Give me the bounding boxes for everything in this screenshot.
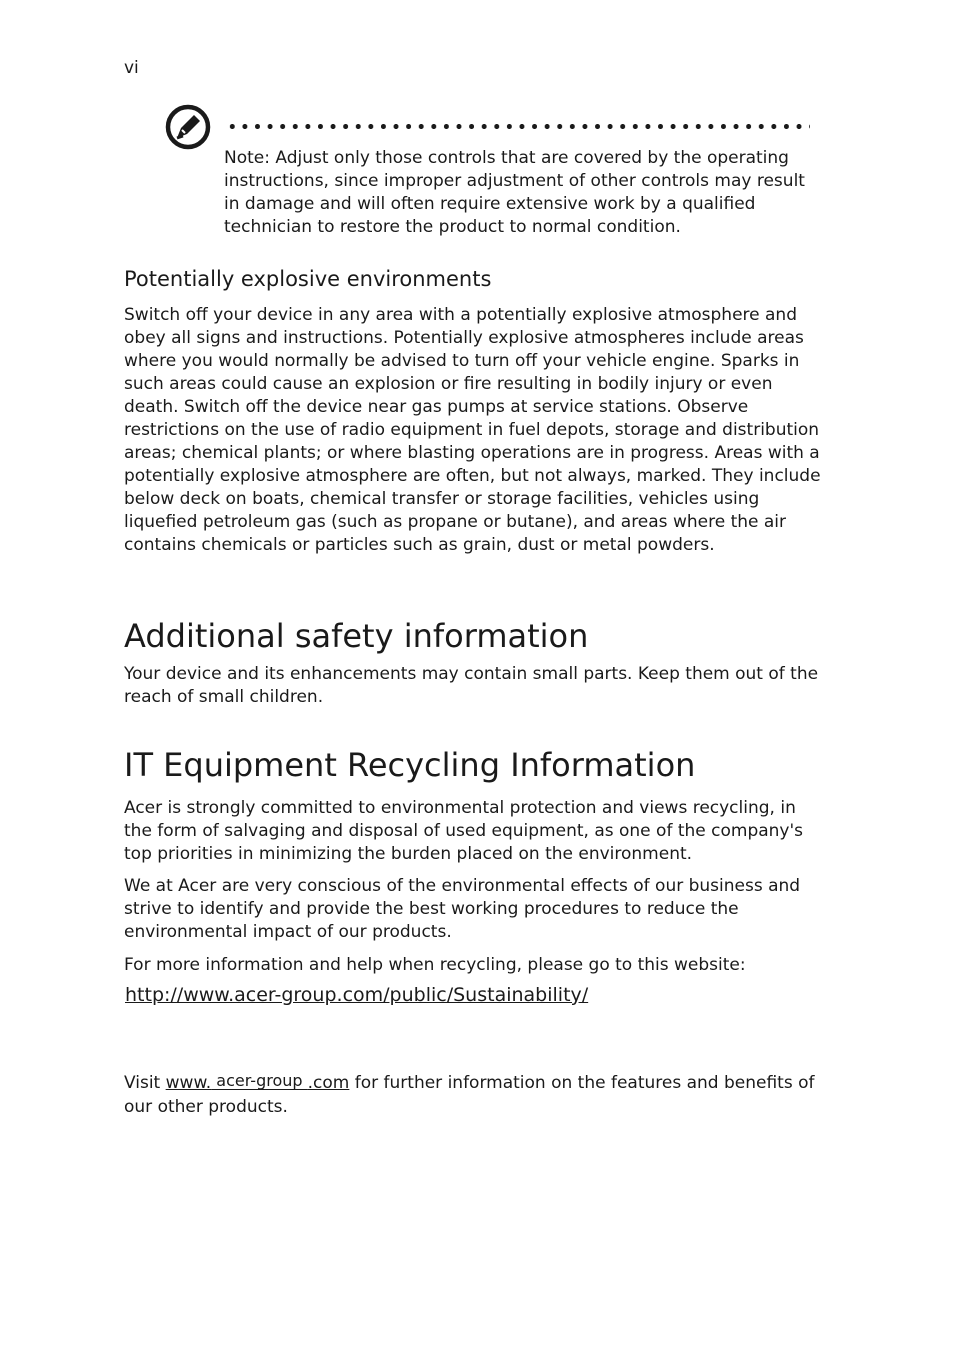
additional-heading: Additional safety information — [124, 617, 589, 655]
explosive-body: Switch off your device in any area with a potentially explosive atmosphere and obey all signs and instructions. Potentially explosive atmospheres include areas where you would normally be advised to turn off your vehicle engine. Sparks in such areas could cause an explosion or fire resulting in bodily injury or even death. Switch off the device near gas pumps at service stations. Observe restrictions on the use of radio equipment in fuel depots, storage and distribution areas; chemical plants; or where blasting operations are in progress. Areas with a potentially explosive atmosphere are often, but not always, marked. They include below deck on boats, chemical transfer or storage facilities, vehicles using liquefied petroleum gas (such as propane or butane), and areas where the air contains chemicals or particles such as grain, dust or metal powders. — [124, 305, 821, 555]
note-divider — [226, 124, 810, 129]
recycling-heading: IT Equipment Recycling Information — [124, 746, 696, 784]
note-label: Note: — [224, 148, 270, 168]
visit-suffix: for further information on the features and benefits of our other products. — [124, 1073, 815, 1117]
acer-link-part-2: acer-group — [211, 1071, 308, 1090]
sustainability-url[interactable]: http://www.acer-group.com/public/Sustainability/ — [125, 984, 589, 1006]
explosive-heading: Potentially explosive environments — [124, 267, 492, 291]
sustainability-link[interactable] — [125, 982, 588, 1008]
visit-paragraph — [124, 1071, 824, 1119]
note-block — [224, 147, 814, 239]
page-number: vi — [124, 58, 139, 78]
recycling-para-3: For more information and help when recycling, please go to this website: — [124, 955, 746, 975]
acer-link-part-1: www. — [165, 1073, 212, 1093]
visit-prefix: Visit — [124, 1073, 166, 1093]
acer-link-part-3: .com — [307, 1073, 350, 1093]
recycling-para-1: Acer is strongly committed to environmental protection and views recycling, in the form of salvaging and disposal of used equipment, as one of the company's top priorities in minimizing the burden placed on the environment. — [124, 798, 804, 864]
acer-group-link[interactable] — [166, 1073, 350, 1093]
additional-body: Your device and its enhancements may contain small parts. Keep them out of the reach of small children. — [124, 664, 819, 707]
note-text: Adjust only those controls that are covered by the operating instructions, since improper adjustment of other controls may result in damage and will often require extensive work by a qualified technician to restore the product to normal condition. — [224, 148, 805, 237]
recycling-para-2: We at Acer are very conscious of the environmental effects of our business and strive to identify and provide the best working procedures to reduce the environmental impact of our products. — [124, 876, 801, 942]
note-pen-icon — [164, 103, 212, 151]
